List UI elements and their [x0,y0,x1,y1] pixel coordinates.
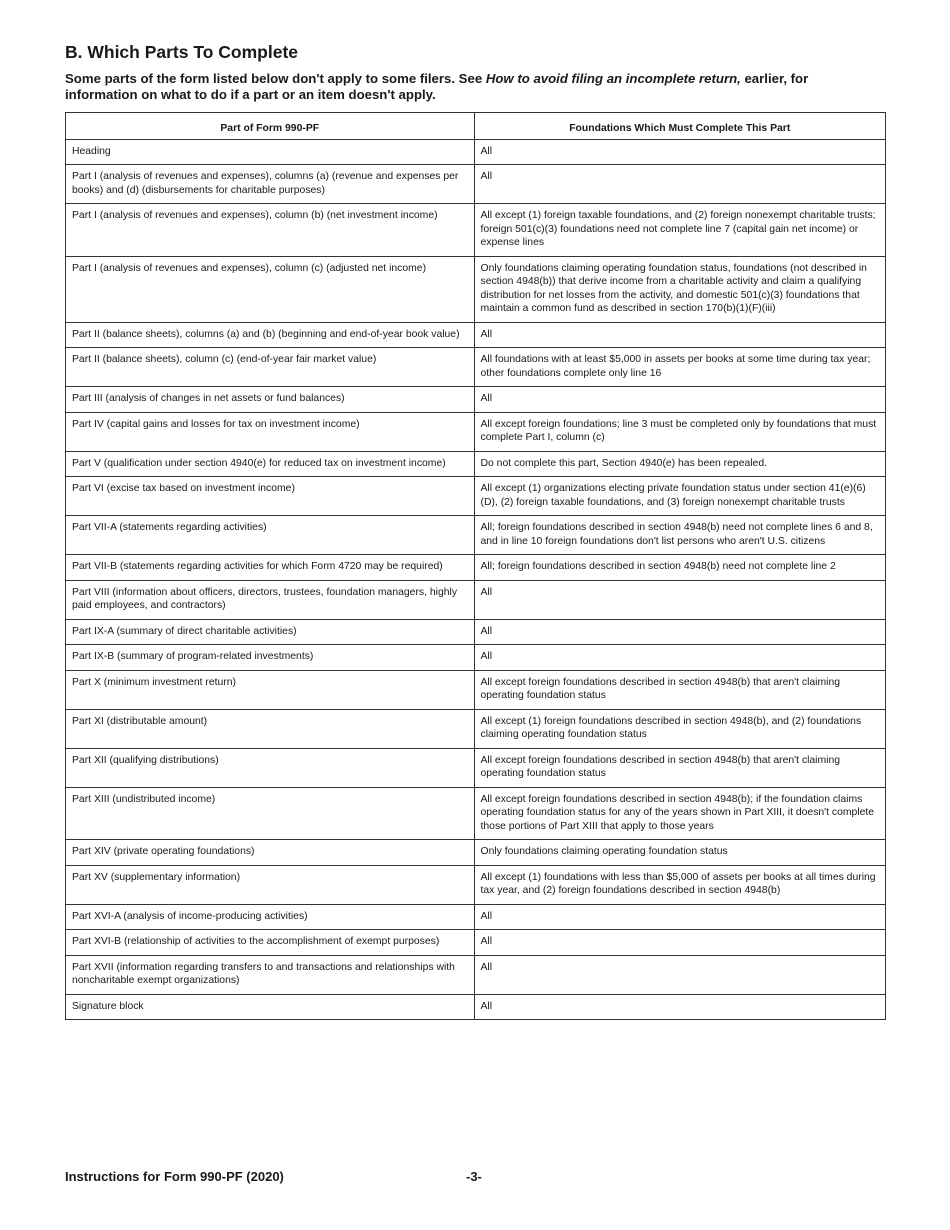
foundations-cell: All [474,322,886,348]
table-row [66,840,886,866]
foundations-cell: All [474,619,886,645]
foundations-cell: All; foreign foundations described in section 4948(b) need not complete line 2 [474,555,886,581]
foundations-cell: All [474,387,886,413]
foundations-cell: All except foreign foundations; line 3 must be completed only by foundations that must complete Part I, column (c) [474,412,886,451]
part-cell: Part I (analysis of revenues and expenses), column (c) (adjusted net income) [66,256,475,322]
intro-text-italic: How to avoid filing an incomplete return, [485,71,741,86]
table-row [66,994,886,1020]
part-cell: Part V (qualification under section 4940(e) for reduced tax on investment income) [66,451,475,477]
foundations-cell: All except (1) foreign taxable foundations, and (2) foreign nonexempt charitable trusts; foreign 501(c)(3) foundations need not complete line 7 (capital gain net income) or expense lines [474,204,886,257]
part-cell: Part XVI-B (relationship of activities to the accomplishment of exempt purposes) [66,930,475,956]
part-cell: Part IV (capital gains and losses for tax on investment income) [66,412,475,451]
foundations-cell: All except foreign foundations described in section 4948(b); if the foundation claims operating foundation status for any of the years shown in Part XIII, it doesn't complete those portions of Part XIII that apply to those years [474,787,886,840]
table-row [66,955,886,994]
section-title: B. Which Parts To Complete [65,42,299,62]
part-cell: Part X (minimum investment return) [66,670,475,709]
table-row [66,204,886,257]
table-row [66,619,886,645]
intro-text-after: earlier, for information on what to do if a part or an item doesn't apply. [65,71,809,102]
table-row [66,670,886,709]
foundations-cell: All except foreign foundations described in section 4948(b) that aren't claiming operating foundation status [474,748,886,787]
part-cell: Part IX-B (summary of program-related investments) [66,645,475,671]
table-row [66,322,886,348]
table-row [66,477,886,516]
foundations-cell: All except (1) foundations with less than $5,000 of assets per books at all times during tax year, and (2) foreign foundations described in section 4948(b) [474,865,886,904]
table-row [66,165,886,204]
part-cell: Part XI (distributable amount) [66,709,475,748]
section-intro [65,71,865,103]
foundations-cell: All [474,904,886,930]
part-cell: Part VII-A (statements regarding activities) [66,516,475,555]
foundations-cell: Only foundations claiming operating foundation status, foundations (not described in section 4948(b)) that derive income from a charitable activity and claim a qualifying distribution for net losses from the activity, and domestic 501(c)(3) foundations that maintain a common fund as described in section 170(b)(1)(F)(iii) [474,256,886,322]
table-row [66,412,886,451]
part-cell: Part XIV (private operating foundations) [66,840,475,866]
table-row [66,387,886,413]
table-row [66,748,886,787]
part-cell: Part XIII (undistributed income) [66,787,475,840]
table-body [66,139,886,1020]
foundations-cell: Do not complete this part, Section 4940(e) has been repealed. [474,451,886,477]
part-cell: Part III (analysis of changes in net assets or fund balances) [66,387,475,413]
foundations-cell: All [474,930,886,956]
table-row [66,256,886,322]
part-cell: Part XV (supplementary information) [66,865,475,904]
foundations-cell: All except foreign foundations described in section 4948(b) that aren't claiming operating foundation status [474,670,886,709]
part-cell: Part I (analysis of revenues and expenses), columns (a) (revenue and expenses per books) and (d) (disbursements for charitable purposes) [66,165,475,204]
foundations-cell: All [474,645,886,671]
foundations-cell: All [474,994,886,1020]
table-row [66,930,886,956]
part-cell: Heading [66,139,475,165]
table-row [66,348,886,387]
part-cell: Part IX-A (summary of direct charitable activities) [66,619,475,645]
part-cell: Part VIII (information about officers, directors, trustees, foundation managers, highly paid employees, and contractors) [66,580,475,619]
table-row [66,904,886,930]
header-part: Part of Form 990-PF [66,113,475,140]
part-cell: Part XVII (information regarding transfers to and transactions and relationships with noncharitable exempt organizations) [66,955,475,994]
foundations-cell: All foundations with at least $5,000 in assets per books at some time during tax year; other foundations complete only line 16 [474,348,886,387]
part-cell: Signature block [66,994,475,1020]
table-row [66,709,886,748]
part-cell: Part II (balance sheets), column (c) (end-of-year fair market value) [66,348,475,387]
header-foundations: Foundations Which Must Complete This Part [474,113,886,140]
table-row [66,787,886,840]
foundations-cell: All except (1) foreign foundations described in section 4948(b), and (2) foundations claiming operating foundation status [474,709,886,748]
part-cell: Part I (analysis of revenues and expenses), column (b) (net investment income) [66,204,475,257]
table-row [66,139,886,165]
footer-title: Instructions for Form 990-PF (2020) [65,1169,284,1184]
foundations-cell: Only foundations claiming operating foundation status [474,840,886,866]
part-cell: Part VI (excise tax based on investment income) [66,477,475,516]
foundations-cell: All [474,139,886,165]
table-row [66,865,886,904]
table-row [66,645,886,671]
table-row [66,516,886,555]
foundations-cell: All except (1) organizations electing private foundation status under section 41(e)(6)(D), (2) foreign taxable foundations, and (3) foreign nonexempt charitable trusts [474,477,886,516]
page-number: -3- [466,1169,482,1184]
table-row [66,451,886,477]
foundations-cell: All [474,955,886,994]
table-header-row [66,113,886,140]
part-cell: Part VII-B (statements regarding activities for which Form 4720 may be required) [66,555,475,581]
intro-text-before: Some parts of the form listed below don't apply to some filers. See [65,71,486,86]
part-cell: Part XVI-A (analysis of income-producing activities) [66,904,475,930]
part-cell: Part II (balance sheets), columns (a) and (b) (beginning and end-of-year book value) [66,322,475,348]
table-row [66,555,886,581]
foundations-cell: All [474,580,886,619]
part-cell: Part XII (qualifying distributions) [66,748,475,787]
foundations-cell: All [474,165,886,204]
parts-table [65,112,886,1020]
foundations-cell: All; foreign foundations described in section 4948(b) need not complete lines 6 and 8, and in line 10 foreign foundations don't list persons who aren't U.S. citizens [474,516,886,555]
table-row [66,580,886,619]
